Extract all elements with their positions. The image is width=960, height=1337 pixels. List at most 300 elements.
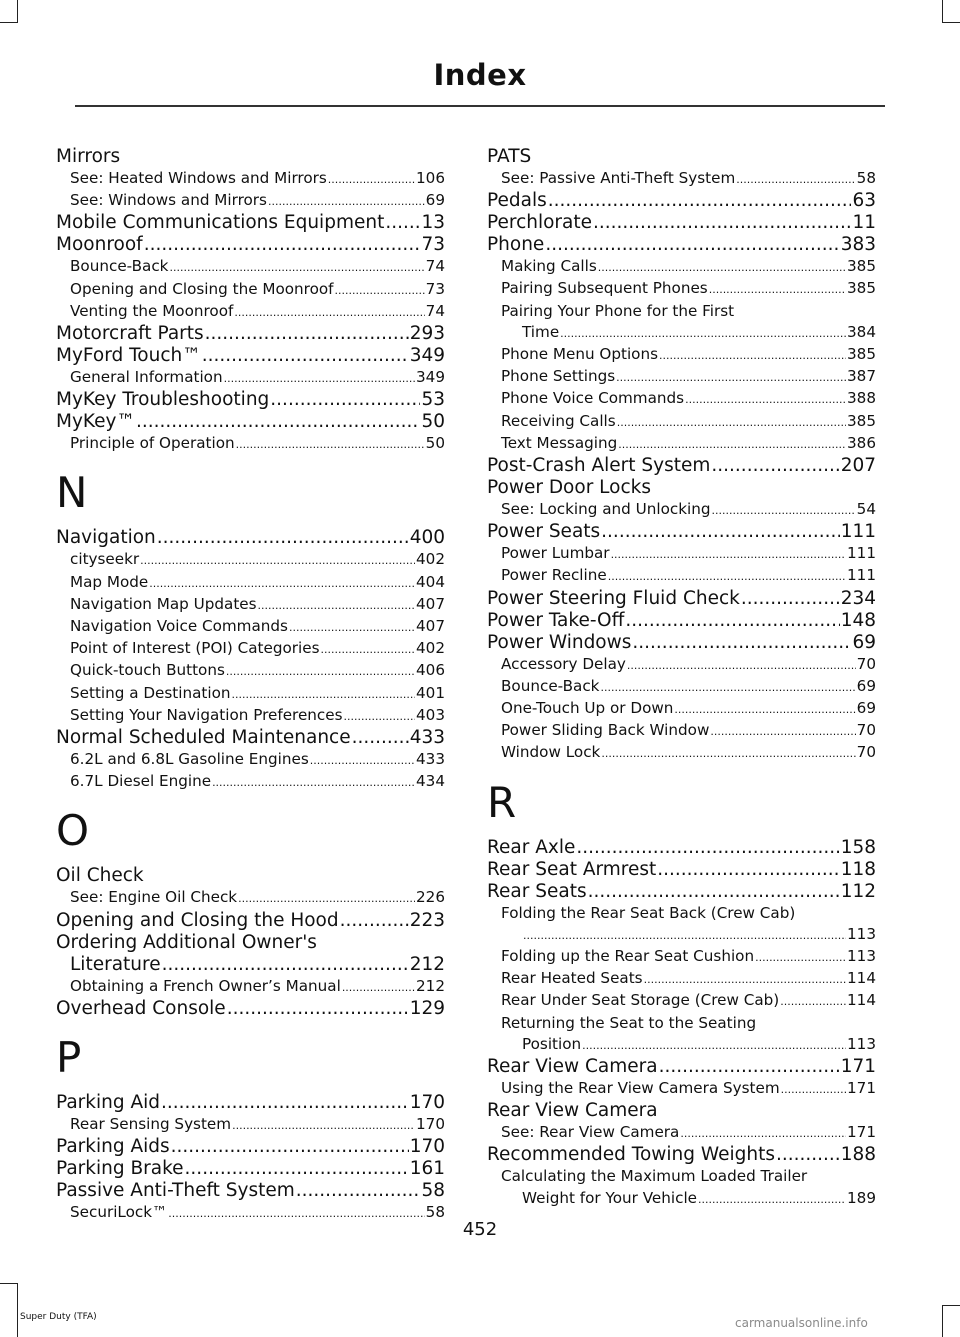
index-subentry: [56, 1114, 445, 1136]
dot-leader: [712, 500, 856, 521]
page-ref: 234: [840, 587, 876, 609]
index-subentry: [487, 168, 876, 190]
dot-leader: [227, 998, 409, 1020]
index-column-right: [487, 146, 876, 1210]
index-subentry: [487, 1188, 876, 1210]
crop-mark: [942, 22, 960, 23]
entry-label: Power Take-Off: [487, 609, 625, 631]
dot-leader: [523, 925, 846, 946]
index-subentry: [487, 366, 876, 388]
page-ref: 129: [409, 997, 445, 1019]
dot-leader: [202, 345, 409, 367]
dot-leader: [627, 655, 856, 676]
index-entry: [56, 1136, 445, 1158]
dot-leader: [296, 1180, 421, 1202]
page-ref: 406: [416, 661, 445, 680]
entry-label: Venting the Moonroof: [70, 301, 234, 320]
entry-label: Power Seats: [487, 521, 601, 543]
entry-label: Position: [522, 1034, 582, 1053]
dot-leader: [674, 699, 855, 720]
page-ref: 170: [409, 1136, 445, 1158]
entry-label: Post-Crash Alert System: [487, 455, 711, 477]
entry-label: Power Windows: [487, 631, 632, 653]
entry-label: Pedals: [487, 190, 547, 212]
page-ref: 383: [840, 234, 876, 256]
index-entry: [487, 190, 876, 212]
page-ref: 170: [409, 1091, 445, 1113]
dot-leader: [741, 588, 840, 610]
page-ref: 171: [840, 1056, 876, 1078]
page-ref: 73: [421, 234, 445, 256]
entry-label: Using the Rear View Camera System: [501, 1079, 780, 1098]
dot-leader: [632, 632, 851, 654]
crop-mark: [0, 22, 18, 23]
dot-leader: [232, 1115, 415, 1136]
entry-label: Obtaining a French Owner’s Manual: [70, 976, 341, 995]
index-entry: [56, 389, 445, 411]
page-ref: 384: [847, 322, 876, 341]
index-subentry: [56, 367, 445, 389]
index-subentry: [487, 698, 876, 720]
index-entry: [487, 837, 876, 859]
entry-label: Parking Aids: [56, 1136, 170, 1158]
page-ref: 349: [409, 345, 445, 367]
page-ref: 189: [847, 1188, 876, 1207]
entry-label: Pairing Subsequent Phones: [501, 279, 708, 298]
index-subentry: [56, 168, 445, 190]
dot-leader: [600, 677, 855, 698]
dot-leader: [344, 706, 415, 727]
index-entry: [487, 1144, 876, 1166]
index-subentry: [56, 279, 445, 301]
index-heading: Mirrors: [56, 146, 121, 167]
section-letter: N: [56, 468, 88, 518]
index-heading: Power Door Locks: [487, 477, 652, 499]
index-subentry: [487, 543, 876, 565]
index-entry: [56, 1158, 445, 1180]
index-entry: [56, 1180, 445, 1202]
dot-leader: [618, 434, 846, 455]
index-entry-text: Returning the Seat to the Seating: [501, 1013, 757, 1032]
entry-label: Passive Anti-Theft System: [56, 1180, 295, 1202]
entry-label: Principle of Operation: [70, 434, 235, 453]
page-ref: 111: [847, 544, 876, 563]
index-subentry: [487, 720, 876, 742]
index-entry: [56, 910, 445, 932]
dot-leader: [736, 169, 855, 190]
dot-leader: [593, 212, 851, 234]
page-ref: 69: [852, 631, 876, 653]
page-ref: 112: [840, 880, 876, 902]
entry-label: 6.2L and 6.8L Gasoline Engines: [70, 750, 309, 769]
dot-leader: [289, 617, 415, 638]
dot-leader: [598, 257, 846, 278]
index-subentry: [56, 638, 445, 660]
index-subentry: [487, 411, 876, 433]
index-entry-text: Calculating the Maximum Loaded Trailer: [501, 1167, 808, 1186]
page-ref: 385: [847, 257, 876, 276]
dot-leader: [776, 1144, 840, 1166]
dot-leader: [385, 212, 420, 234]
page-ref: 400: [409, 527, 445, 549]
index-subentry: [487, 1034, 876, 1056]
dot-leader: [711, 455, 839, 477]
dot-leader: [352, 727, 409, 749]
index-entry: [56, 411, 445, 433]
index-subentry: [56, 572, 445, 594]
entry-label: Power Sliding Back Window: [501, 721, 710, 740]
section-letter: P: [56, 1032, 82, 1082]
dot-leader: [224, 368, 415, 389]
index-subentry: [487, 968, 876, 990]
index-entry: [56, 345, 445, 367]
page-ref: 207: [840, 455, 876, 477]
dot-leader: [755, 947, 846, 968]
entry-label: Motorcraft Parts: [56, 323, 204, 345]
page-ref: 158: [840, 836, 876, 858]
entry-label: Point of Interest (POI) Categories: [70, 639, 320, 658]
page-ref: 106: [416, 169, 445, 187]
index-entry: [56, 1092, 445, 1114]
dot-leader: [685, 389, 846, 410]
page-ref: 114: [847, 969, 876, 988]
entry-label: Bounce-Back: [70, 257, 169, 276]
entry-label: Accessory Delay: [501, 654, 626, 673]
index-subentry: [56, 616, 445, 638]
page-ref: 161: [409, 1158, 445, 1180]
entry-label: Phone Voice Commands: [501, 389, 685, 408]
entry-label: One-Touch Up or Down: [501, 699, 674, 718]
entry-label: cityseekr: [70, 550, 140, 569]
entry-label: Power Lumbar: [501, 544, 610, 563]
index-subentry: [487, 278, 876, 300]
entry-label: Opening and Closing the Hood: [56, 909, 339, 931]
entry-label: Moonroof: [56, 234, 143, 256]
page-ref: 53: [421, 389, 445, 411]
dot-leader: [149, 573, 415, 594]
entry-label: General Information: [70, 368, 223, 387]
entry-label: Power Recline: [501, 566, 607, 585]
dot-leader: [342, 977, 415, 998]
page-ref: 69: [856, 676, 876, 695]
dot-leader: [548, 190, 852, 212]
index-entry: [487, 455, 876, 477]
entry-label: MyKey™: [56, 411, 135, 433]
index-entry: [487, 588, 876, 610]
dot-leader: [601, 521, 840, 543]
page-ref: 74: [425, 301, 445, 320]
crop-mark: [17, 1283, 18, 1337]
index-column-left: [56, 146, 445, 1224]
dot-leader: [140, 550, 415, 571]
index-subentry: [487, 1122, 876, 1144]
dot-leader: [560, 323, 846, 344]
index-subentry: [56, 683, 445, 705]
page-ref: 293: [409, 323, 445, 345]
entry-label: Rear Axle: [487, 836, 576, 858]
page-ref: 387: [847, 367, 876, 386]
crop-mark: [942, 0, 943, 22]
page-ref: 401: [416, 683, 445, 702]
section-letter: O: [56, 806, 90, 856]
page-ref: 111: [840, 521, 876, 543]
entry-label: Rear Seat Armrest: [487, 858, 657, 880]
page-ref: 170: [416, 1114, 445, 1133]
page-ref: 70: [856, 654, 876, 673]
page-ref: 69: [856, 699, 876, 718]
page-ref: 407: [416, 617, 445, 636]
index-entry: [56, 212, 445, 234]
page-ref: 54: [856, 500, 876, 519]
index-subentry: [487, 565, 876, 587]
entry-label: Phone Settings: [501, 367, 616, 386]
index-entry: [487, 521, 876, 543]
page-ref: 385: [847, 279, 876, 298]
page-ref: 113: [847, 924, 876, 943]
index-subentry: [56, 549, 445, 571]
dot-leader: [157, 527, 409, 549]
dot-leader: [617, 412, 846, 433]
index-entry: [487, 610, 876, 632]
entry-label: Power Steering Fluid Check: [487, 587, 740, 609]
index-entry: [487, 881, 876, 903]
dot-leader: [616, 367, 846, 388]
page-ref: 74: [425, 257, 445, 276]
index-subentry: [56, 705, 445, 727]
page-ref: 433: [416, 750, 445, 769]
index-entry-text: Pairing Your Phone for the First: [501, 301, 735, 320]
page-ref: 50: [421, 411, 445, 433]
page-ref: 388: [847, 389, 876, 408]
entry-label: Opening and Closing the Moonroof: [70, 279, 334, 298]
dot-leader: [545, 234, 839, 256]
page-ref: 70: [856, 721, 876, 740]
dot-leader: [781, 1079, 846, 1100]
index-entry: [487, 632, 876, 654]
page-ref: 58: [421, 1180, 445, 1202]
dot-leader: [340, 910, 409, 932]
index-subentry: [487, 742, 876, 764]
entry-label: Navigation Map Updates: [70, 594, 257, 613]
page-ref: 13: [421, 212, 445, 234]
page-ref: 118: [840, 858, 876, 880]
index-subentry: [487, 388, 876, 410]
entry-label: Rear Heated Seats: [501, 969, 643, 988]
dot-leader: [321, 639, 416, 660]
page-ref: 113: [847, 1034, 876, 1053]
dot-leader: [576, 837, 839, 859]
entry-label: MyFord Touch™: [56, 345, 201, 367]
entry-label: See: Rear View Camera: [501, 1123, 680, 1142]
index-subentry: [487, 322, 876, 344]
entry-label: Parking Brake: [56, 1158, 184, 1180]
entry-label: Navigation: [56, 527, 156, 549]
page-title: Index: [433, 58, 527, 92]
crop-mark: [942, 1305, 960, 1306]
entry-label: Mobile Communications Equipment: [56, 212, 385, 234]
index-entry: [56, 954, 445, 976]
dot-leader: [659, 1056, 840, 1078]
page-ref: 70: [856, 743, 876, 762]
page-ref: 404: [416, 572, 445, 591]
page-ref: 63: [852, 190, 876, 212]
dot-leader: [709, 279, 846, 300]
dot-leader: [169, 257, 424, 278]
dot-leader: [234, 302, 424, 323]
entry-label: Quick-touch Buttons: [70, 661, 225, 680]
index-heading: Rear View Camera: [487, 1100, 658, 1122]
entry-label: Phone: [487, 234, 545, 256]
index-subentry: [487, 924, 876, 946]
entry-label: Normal Scheduled Maintenance: [56, 727, 351, 749]
index-subentry: [56, 749, 445, 771]
dot-leader: [657, 859, 839, 881]
watermark: carmanualsonline.info: [735, 1316, 868, 1330]
dot-leader: [238, 888, 415, 909]
index-subentry: [487, 990, 876, 1012]
index-subentry: [487, 499, 876, 521]
dot-leader: [226, 661, 415, 682]
entry-label: Folding up the Rear Seat Cushion: [501, 947, 755, 966]
index-entry: [56, 234, 445, 256]
entry-label: Recommended Towing Weights: [487, 1144, 775, 1166]
page-ref: 73: [425, 279, 445, 298]
index-subentry: [56, 771, 445, 793]
dot-leader: [310, 750, 415, 771]
index-subentry: [56, 256, 445, 278]
page-ref: 407: [416, 594, 445, 613]
index-entry: [487, 859, 876, 881]
index-entry-text: Ordering Additional Owner's: [56, 931, 317, 953]
entry-label: Rear Seats: [487, 880, 587, 902]
entry-label: Window Lock: [501, 743, 601, 762]
index-subentry: [487, 1078, 876, 1100]
page-ref: 385: [847, 411, 876, 430]
entry-label: MyKey Troubleshooting: [56, 389, 270, 411]
dot-leader: [270, 389, 420, 411]
page-ref: 402: [416, 550, 445, 569]
index-subentry: [56, 301, 445, 323]
dot-leader: [780, 991, 846, 1012]
index-subentry: [56, 660, 445, 682]
index-entry: [487, 1056, 876, 1078]
index-heading: Oil Check: [56, 865, 144, 887]
entry-label: Setting a Destination: [70, 683, 231, 702]
index-subentry: [56, 594, 445, 616]
entry-label: Setting Your Navigation Preferences: [70, 705, 343, 724]
page-number: 452: [462, 1219, 498, 1240]
entry-label: See: Windows and Mirrors: [70, 191, 267, 210]
index-entry: [56, 727, 445, 749]
page-ref: 113: [847, 947, 876, 966]
entry-label: Rear View Camera: [487, 1056, 658, 1078]
page-ref: 402: [416, 639, 445, 658]
entry-label: Parking Aid: [56, 1091, 161, 1113]
page-ref: 385: [847, 345, 876, 364]
page-ref: 111: [847, 566, 876, 585]
dot-leader: [236, 434, 425, 455]
entry-label: Making Calls: [501, 257, 597, 276]
dot-leader: [608, 566, 846, 587]
index-entry-text: Folding the Rear Seat Back (Crew Cab): [501, 903, 796, 922]
dot-leader: [161, 1092, 409, 1114]
dot-leader: [680, 1123, 846, 1144]
index-subentry: [487, 256, 876, 278]
page-ref: 434: [416, 772, 445, 791]
dot-leader: [588, 881, 840, 903]
page-ref: 349: [416, 368, 445, 387]
dot-leader: [205, 323, 409, 345]
entry-label: Text Messaging: [501, 433, 618, 452]
entry-label: Rear Under Seat Storage (Crew Cab): [501, 991, 780, 1010]
header-divider: [75, 105, 885, 107]
dot-leader: [232, 684, 416, 705]
dot-leader: [698, 1189, 846, 1210]
page-ref: 386: [847, 433, 876, 452]
index-subentry: [56, 433, 445, 455]
entry-label: Weight for Your Vehicle: [522, 1188, 698, 1207]
page-ref: 11: [852, 212, 876, 234]
entry-label: Phone Menu Options: [501, 345, 658, 364]
dot-leader: [611, 544, 846, 565]
dot-leader: [644, 969, 846, 990]
dot-leader: [162, 954, 409, 976]
page-ref: 148: [840, 609, 876, 631]
entry-label: Receiving Calls: [501, 411, 616, 430]
footer-model-text: Super Duty (TFA): [20, 1312, 97, 1322]
dot-leader: [601, 743, 855, 764]
index-entry: [56, 527, 445, 549]
page-ref: 69: [425, 191, 445, 210]
index-subentry: [56, 190, 445, 212]
dot-leader: [258, 595, 415, 616]
dot-leader: [144, 234, 421, 256]
dot-leader: [582, 1035, 846, 1056]
page-ref: 171: [847, 1123, 876, 1142]
page-ref: 171: [847, 1079, 876, 1098]
page-ref: 58: [856, 169, 876, 187]
index-entry: [56, 998, 445, 1020]
dot-leader: [625, 610, 839, 632]
entry-label: See: Passive Anti-Theft System: [501, 169, 736, 187]
dot-leader: [185, 1158, 409, 1180]
entry-label: Perchlorate: [487, 212, 593, 234]
crop-mark: [17, 0, 18, 22]
entry-label: Bounce-Back: [501, 676, 600, 695]
entry-label: See: Locking and Unlocking: [501, 500, 711, 519]
entry-label: Time: [522, 322, 560, 341]
index-entry: [487, 212, 876, 234]
page-ref: 212: [409, 953, 445, 975]
index-subentry: [487, 433, 876, 455]
page-ref: 403: [416, 705, 445, 724]
dot-leader: [335, 280, 425, 301]
index-entry: [487, 234, 876, 256]
page-ref: 223: [409, 909, 445, 931]
entry-label: See: Engine Oil Check: [70, 888, 238, 907]
entry-label: 6.7L Diesel Engine: [70, 772, 212, 791]
page-ref: 433: [409, 727, 445, 749]
index-heading: PATS: [487, 146, 532, 167]
dot-leader: [171, 1136, 409, 1158]
index-subentry: [487, 654, 876, 676]
entry-label: Map Mode: [70, 572, 149, 591]
page-ref: 226: [416, 888, 445, 907]
page-ref: 50: [425, 434, 445, 453]
entry-label: SecuriLock™: [70, 1203, 168, 1222]
dot-leader: [212, 772, 415, 793]
page-ref: 212: [416, 976, 445, 995]
